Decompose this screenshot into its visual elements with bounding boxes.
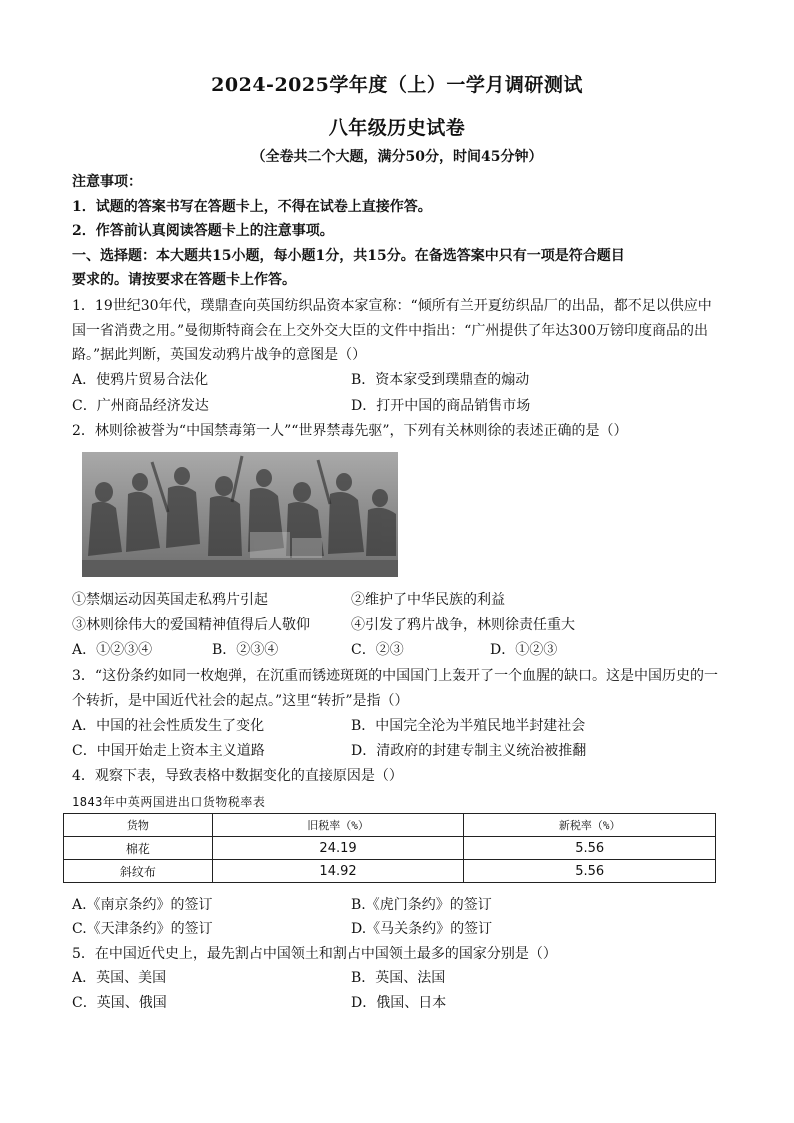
question-5-stem: 5．在中国近代史上，最先割占中国领土和割占中国领土最多的国家分别是（） [72, 946, 557, 962]
table-row [64, 837, 716, 860]
question-1-line: 路。”据此判断，英国发动鸦片战争的意图是（） [72, 347, 367, 363]
table-cell: 棉花 [64, 837, 213, 860]
q4-option-c: C.《天津条约》的签订 [72, 921, 213, 937]
q2-statement-1: ①禁烟运动因英国走私鸦片引起 [72, 592, 268, 608]
q1-option-b: B．资本家受到璞鼎查的煽动 [351, 372, 530, 388]
exam-subtitle: 八年级历史试卷 [328, 117, 466, 139]
instructions-heading: 注意事项： [72, 174, 142, 190]
q1-option-d: D．打开中国的商品销售市场 [351, 398, 531, 414]
instruction-item: 1．试题的答案书写在答题卡上，不得在试卷上直接作答。 [72, 199, 432, 215]
question-1-line: 国一省消费之用。”曼彻斯特商会在上交外交大臣的文件中指出：“广州提供了年达300万镑印度商品的出 [72, 323, 709, 339]
q5-option-d: D．俄国、日本 [351, 995, 447, 1011]
q5-option-c: C．英国、俄国 [72, 995, 167, 1011]
q3-option-c: C．中国开始走上资本主义道路 [72, 743, 265, 759]
exam-title: 2024-2025学年度（上）一学月调研测试 [211, 74, 583, 96]
instruction-item: 2．作答前认真阅读答题卡上的注意事项。 [72, 223, 334, 239]
q5-option-a: A．英国、美国 [72, 970, 167, 986]
table-cell: 斜纹布 [64, 860, 213, 883]
question-1-line: 1．19世纪30年代，璞鼎查向英国纺织品资本家宣称：“倾所有兰开夏纺织品厂的出品，都不足以供应中 [72, 298, 712, 314]
tax-rate-table [63, 813, 716, 883]
section-heading-cont: 要求的。请按要求在答题卡上作答。 [72, 272, 296, 288]
exam-note: （全卷共二个大题，满分50分，时间45分钟） [251, 149, 543, 165]
q4-option-a: A.《南京条约》的签订 [72, 897, 213, 913]
q3-option-d: D．清政府的封建专制主义统治被推翻 [351, 743, 587, 759]
q2-option-a: A．①②③④ [72, 642, 153, 658]
q4-option-d: D.《马关条约》的签订 [351, 921, 493, 937]
q2-statement-3: ③林则徐伟大的爱国精神值得后人敬仰 [72, 617, 310, 633]
table-header-row [64, 814, 716, 837]
q4-option-b: B.《虎门条约》的签订 [351, 897, 492, 913]
q2-option-c: C．②③ [351, 642, 404, 658]
q2-statement-4: ④引发了鸦片战争，林则徐责任重大 [351, 617, 575, 633]
q5-option-b: B．英国、法国 [351, 970, 446, 986]
table-cell: 5.56 [464, 837, 716, 860]
table-row [64, 860, 716, 883]
q3-option-b: B．中国完全沦为半殖民地半封建社会 [351, 718, 586, 734]
q2-option-b: B．②③④ [212, 642, 279, 658]
question-4-stem: 4．观察下表，导致表格中数据变化的直接原因是（） [72, 768, 403, 784]
column-header: 货物 [64, 814, 213, 837]
table-cell: 24.19 [212, 837, 464, 860]
q3-option-a: A．中国的社会性质发生了变化 [72, 718, 265, 734]
q2-statement-2: ②维护了中华民族的利益 [351, 592, 505, 608]
relief-sculpture-image [82, 452, 398, 577]
table-cell: 5.56 [464, 860, 716, 883]
table-caption: 1843年中英两国进出口货物税率表 [72, 795, 266, 809]
question-3-line: 个转折，是中国近代社会的起点。”这里“转折”是指（） [72, 693, 409, 709]
q1-option-c: C．广州商品经济发达 [72, 398, 209, 414]
q1-option-a: A．使鸦片贸易合法化 [72, 372, 209, 388]
question-3-line: 3．“这份条约如同一枚炮弹，在沉重而锈迹斑斑的中国国门上轰开了一个血腥的缺口。这是中国历史的一 [72, 668, 719, 684]
section-heading: 一、选择题：本大题共15小题，每小题1分，共15分。在备选答案中只有一项是符合题目 [72, 248, 625, 264]
question-2-stem: 2．林则徐被誉为“中国禁毒第一人”“世界禁毒先驱”，下列有关林则徐的表述正确的是（） [72, 423, 628, 439]
column-header: 旧税率（%） [212, 814, 464, 837]
column-header: 新税率（%） [464, 814, 716, 837]
table-cell: 14.92 [212, 860, 464, 883]
q2-option-d: D．①②③ [490, 642, 558, 658]
